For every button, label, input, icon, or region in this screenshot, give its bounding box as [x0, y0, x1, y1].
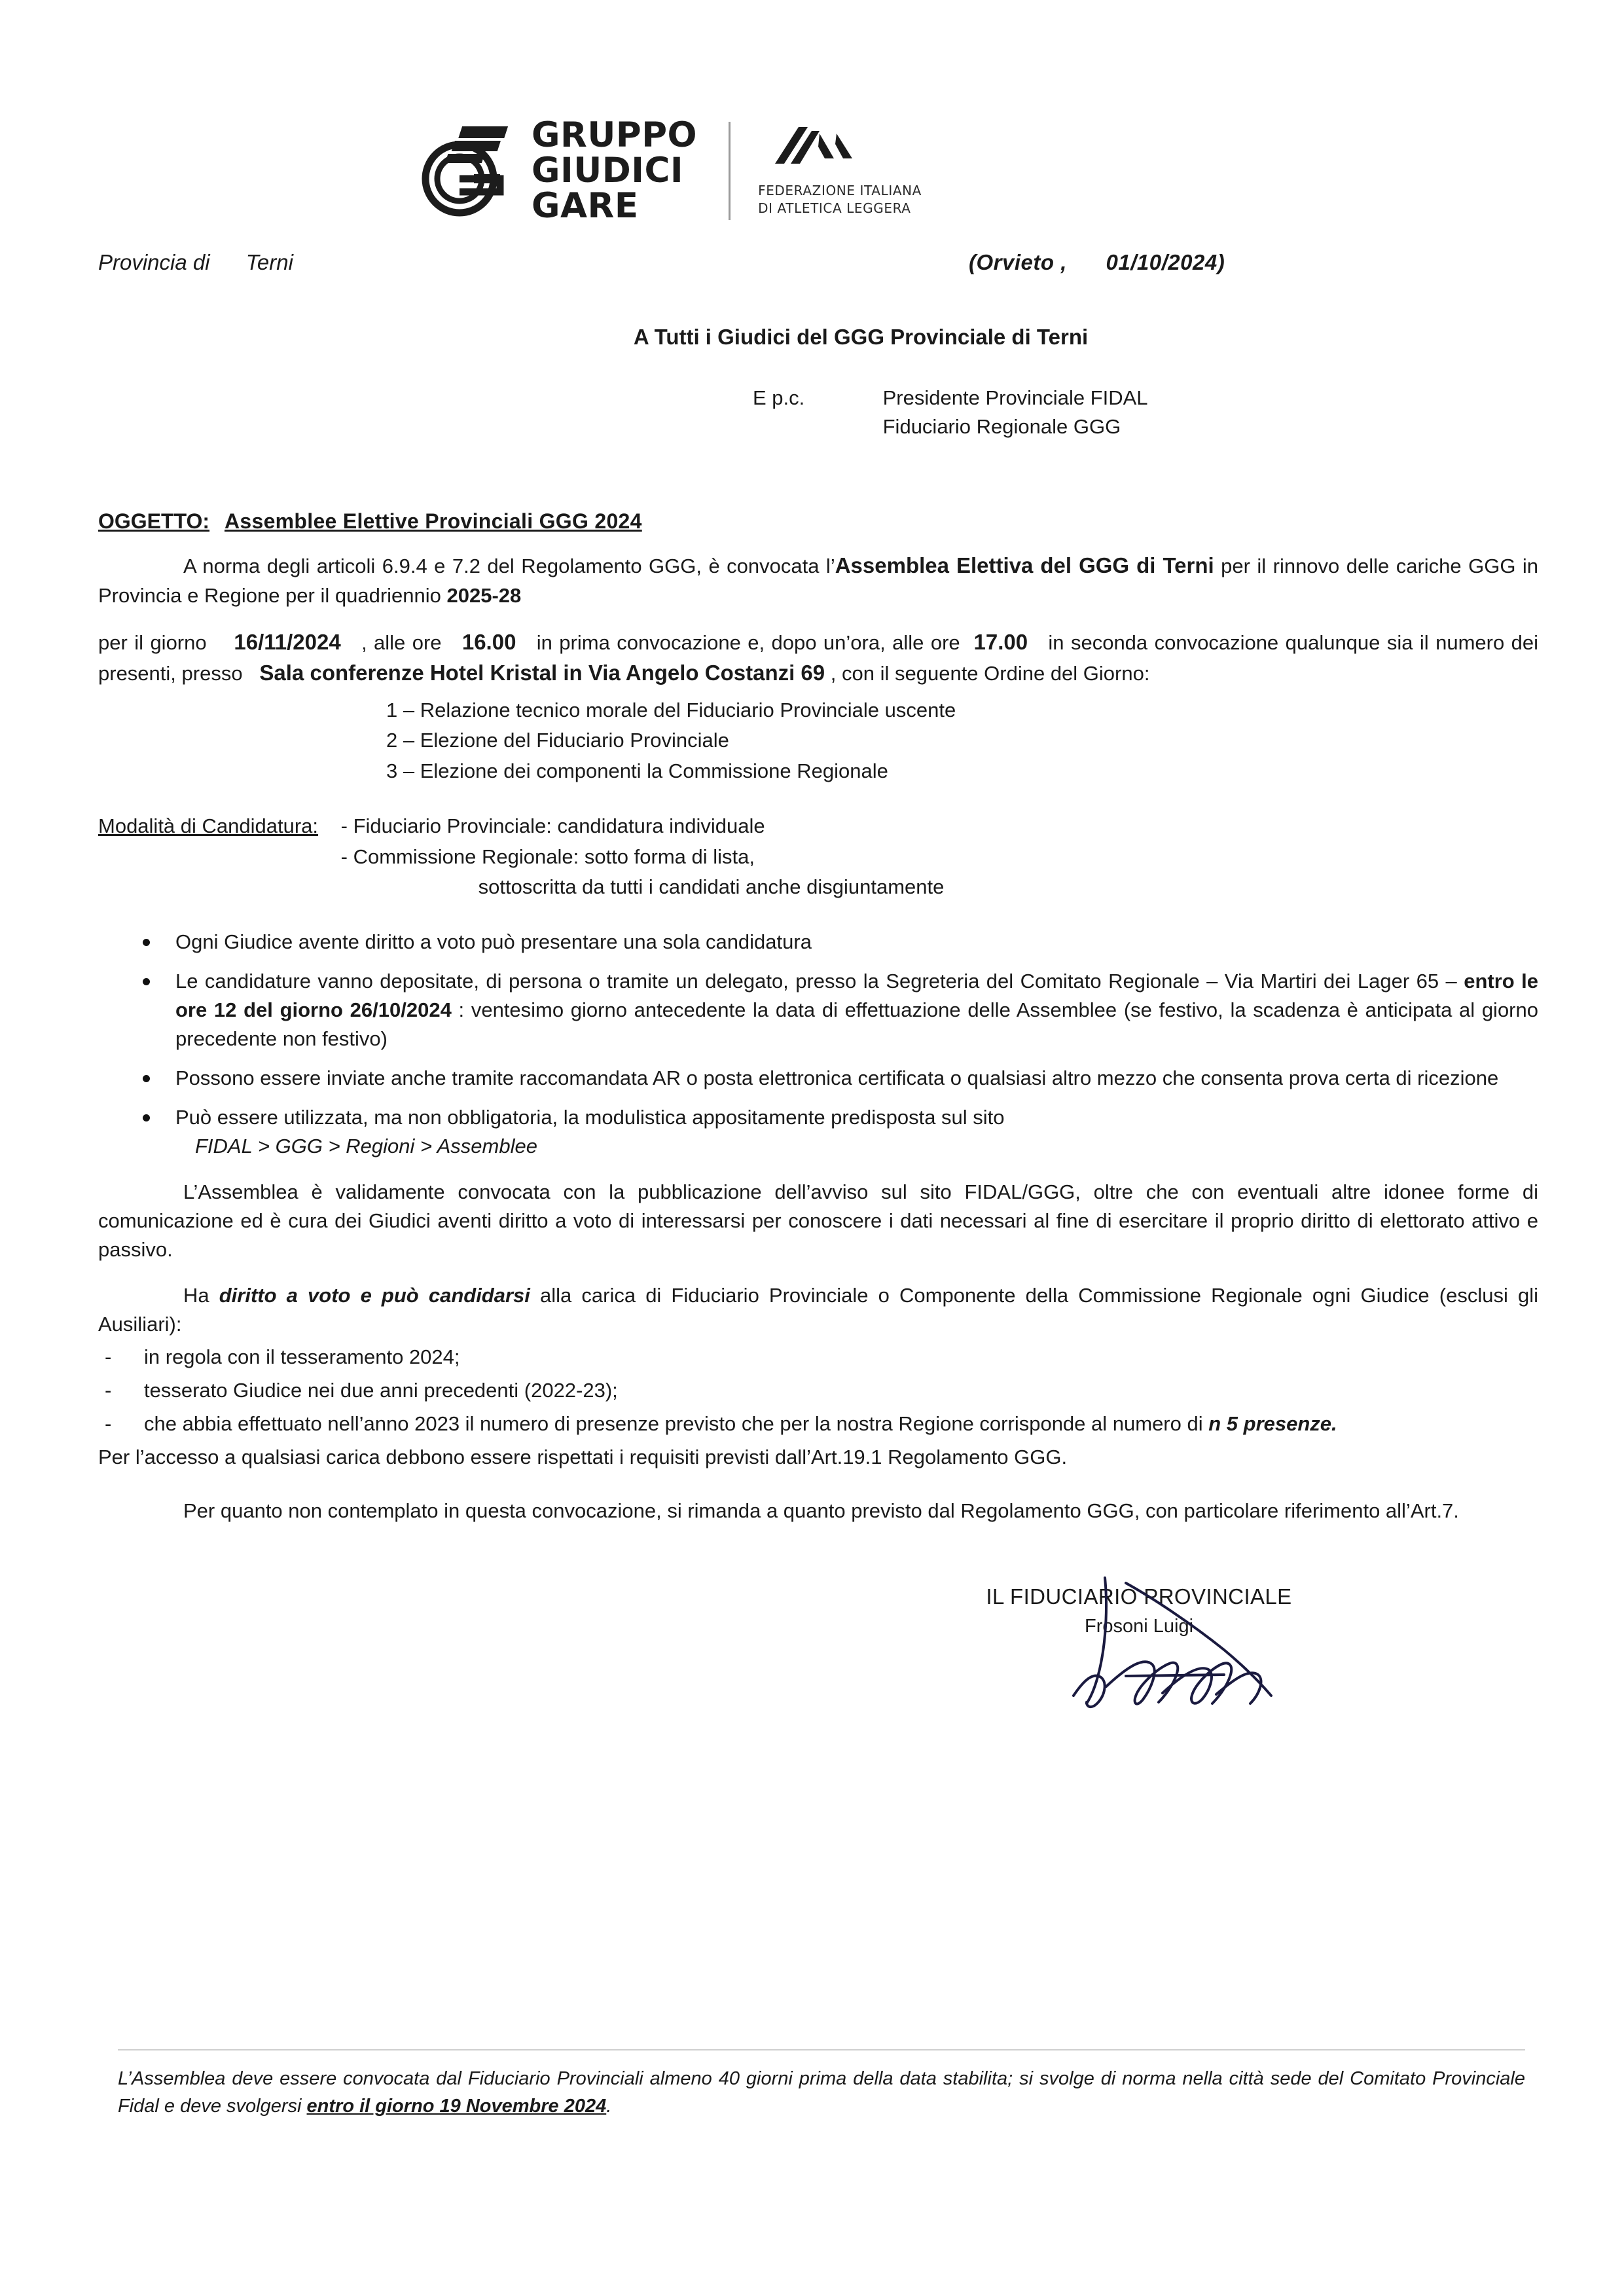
- paragraph-eligibility: [98, 1281, 1538, 1339]
- date-value: 01/10/2024): [1106, 250, 1225, 275]
- p1-part-a: A norma degli articoli 6.9.4 e 7.2 del Regolamento GGG, è convocata l’: [183, 555, 835, 578]
- p4-part-c: alla carica di Fiduciario Provinciale o Componente della Commissione Regionale ogni Giudice (esclusi gli Ausiliari):: [98, 1283, 1538, 1336]
- fidal-text-1: FEDERAZIONE ITALIANA: [758, 183, 922, 199]
- signature-block: [98, 1584, 1538, 1774]
- candidacy-lines: [341, 811, 945, 903]
- ggg-logo: [419, 115, 698, 227]
- paragraph-datetime: [98, 627, 1538, 689]
- p2-part-a: per il giorno: [98, 631, 207, 655]
- place-value: (Orvieto ,: [969, 250, 1067, 275]
- agenda-list: [98, 695, 1538, 787]
- list-item: [137, 1103, 1538, 1161]
- footer-deadline: entro il giorno 19 Novembre 2024: [306, 2096, 607, 2117]
- p1-assembly-name: Assemblea Elettiva del GGG di Terni: [835, 553, 1214, 578]
- cc-block: [98, 386, 1538, 444]
- requirement-2: - tesserato Giudice nei due anni precedenti (2022-23);: [98, 1376, 1538, 1406]
- province-label: Provincia di: [98, 250, 210, 275]
- p2-time-second: 17.00: [973, 630, 1028, 655]
- cc-recipients: [883, 386, 1148, 444]
- paragraph-art19: Per l’accesso a qualsiasi carica debbono essere rispettati i requisiti previsti dall’Art.19.1 Regolamento GGG.: [98, 1445, 1068, 1468]
- requirement-3: [98, 1410, 1538, 1439]
- bullet-4-path: FIDAL > GGG > Regioni > Assemblee: [195, 1134, 537, 1157]
- requirement-3-count: n 5 presenze.: [1208, 1412, 1337, 1435]
- p2-meeting-date: 16/11/2024: [234, 630, 341, 655]
- ggg-word-1: GRUPPO: [532, 115, 698, 155]
- cc-label: E p.c.: [753, 386, 805, 410]
- p2-part-d: in seconda convocazione qualunque sia il numero dei presenti, presso: [98, 631, 1539, 685]
- p4-highlight: diritto a voto e può candidarsi: [219, 1283, 530, 1307]
- ggg-word-2: GIUDICI: [532, 151, 684, 191]
- fidal-text-2: DI ATLETICA LEGGERA: [758, 200, 911, 217]
- agenda-item-2: 2 – Elezione del Fiduciario Provinciale: [386, 729, 729, 752]
- p2-part-b: , alle ore: [361, 631, 442, 655]
- p2-part-e: , con il seguente Ordine del Giorno:: [830, 661, 1150, 685]
- p2-time-first: 16.00: [461, 630, 516, 655]
- signature-title: IL FIDUCIARIO PROVINCIALE: [986, 1584, 1292, 1609]
- cc-recipient-2: Fiduciario Regionale GGG: [882, 415, 1121, 439]
- p2-venue: Sala conferenze Hotel Kristal in Via Angelo Costanzi 69: [259, 660, 825, 685]
- candidacy-modes: [98, 811, 1538, 903]
- paragraph-convocation: [98, 551, 1538, 610]
- province-value: Terni: [245, 250, 293, 275]
- fidal-wordmark: [758, 182, 922, 217]
- footer-divider: [118, 2049, 1525, 2050]
- signature-text: [929, 1584, 1348, 1637]
- ggg-wordmark: [532, 115, 698, 227]
- logo-divider: [729, 122, 731, 220]
- requirements-list: [98, 1343, 1538, 1439]
- agenda-item-1: 1 – Relazione tecnico morale del Fiduciario Provinciale uscente: [386, 698, 956, 721]
- subject-label: OGGETTO:: [98, 509, 210, 534]
- footer-text: [118, 2065, 1525, 2120]
- bullet-4-text: Può essere utilizzata, ma non obbligatoria, la modulistica appositamente predisposta sul sito: [175, 1105, 1005, 1129]
- bullet-1-text: Ogni Giudice avente diritto a voto può presentare una sola candidatura: [175, 930, 812, 953]
- footer-note: [118, 2049, 1525, 2120]
- p2-part-c: in prima convocazione e, dopo un’ora, alle ore: [536, 631, 960, 655]
- signature-name: Frosoni Luigi: [1084, 1615, 1194, 1637]
- subject-value: Assemblee Elettive Provinciali GGG 2024: [224, 509, 642, 534]
- footer-text-a: L’Assemblea deve essere convocata dal Fiduciario Provinciali almeno 40 giorni prima della data stabilita; si svolge di norma nella città sede del Comitato Provinciale Fidal e deve svolgersi: [118, 2068, 1525, 2117]
- list-item: [137, 928, 1538, 957]
- bullet-2-text-c: : ventesimo giorno antecedente la data di effettuazione delle Assemblee (se festivo, la scadenza è anticipata al giorno precedente non festivo): [175, 998, 1538, 1050]
- place-date: [969, 250, 1225, 275]
- list-item: [137, 967, 1538, 1053]
- footer-text-c: .: [606, 2096, 612, 2117]
- ggg-mark-icon: [419, 118, 517, 223]
- fidal-mark-icon: [771, 124, 889, 173]
- p4-part-a: Ha: [183, 1283, 219, 1307]
- candidacy-line-1: - Fiduciario Provinciale: candidatura individuale: [340, 814, 765, 838]
- fidal-logo: [758, 124, 922, 217]
- candidacy-line-3: sottoscritta da tutti i candidati anche disgiuntamente: [478, 875, 945, 899]
- bullet-2-text-a: Le candidature vanno depositate, di persona o tramite un delegato, presso la Segreteria del Comitato Regionale – Via Martiri dei Lager 65 –: [175, 969, 1464, 993]
- p1-quadriennio: 2025-28: [446, 584, 522, 607]
- candidacy-label: Modalità di Candidatura:: [98, 814, 319, 838]
- letterhead: [98, 115, 1538, 227]
- subject-row: [98, 509, 1538, 534]
- paragraph-closing: Per quanto non contemplato in questa convocazione, si rimanda a quanto previsto dal Regolamento GGG, con particolare riferimento all’Art.7.: [183, 1499, 1459, 1522]
- bullet-3-text: Possono essere inviate anche tramite raccomandata AR o posta elettronica certificata o qualsiasi altro mezzo che consenta prova certa di ricezione: [175, 1066, 1499, 1089]
- agenda-item-3: 3 – Elezione dei componenti la Commissione Regionale: [386, 759, 888, 782]
- requirement-1: - in regola con il tesseramento 2024;: [98, 1343, 1538, 1372]
- province-date-row: [98, 250, 1538, 275]
- ggg-word-3: GARE: [532, 186, 639, 227]
- list-item: [137, 1064, 1538, 1093]
- cc-recipient-1: Presidente Provinciale FIDAL: [882, 386, 1148, 410]
- candidacy-line-2: - Commissione Regionale: sotto forma di lista,: [340, 845, 755, 868]
- p1-part-c: per il rinnovo delle cariche GGG in Provincia e Regione per il quadriennio: [98, 555, 1539, 607]
- requirement-3-text: che abbia effettuato nell’anno 2023 il numero di presenze previsto che per la nostra Regione corrisponde al numero di: [144, 1412, 1209, 1435]
- paragraph-validity: L’Assemblea è validamente convocata con la pubblicazione dell’avviso sul sito FIDAL/GGG, oltre che con eventuali altre idonee forme di comunicazione ed è cura dei Giudici aventi diritto a voto di interessarsi per conoscere i dati necessari al fine di esercitare il proprio diritto di elettorato attivo e passivo.: [98, 1180, 1538, 1261]
- rules-bullet-list: [98, 928, 1538, 1161]
- document-body: [98, 115, 1539, 1774]
- bullet-2-deadline: entro le ore 12 del giorno 26/10/2024: [175, 969, 1539, 1021]
- addressee-line: A Tutti i Giudici del GGG Provinciale di Terni: [633, 325, 1089, 350]
